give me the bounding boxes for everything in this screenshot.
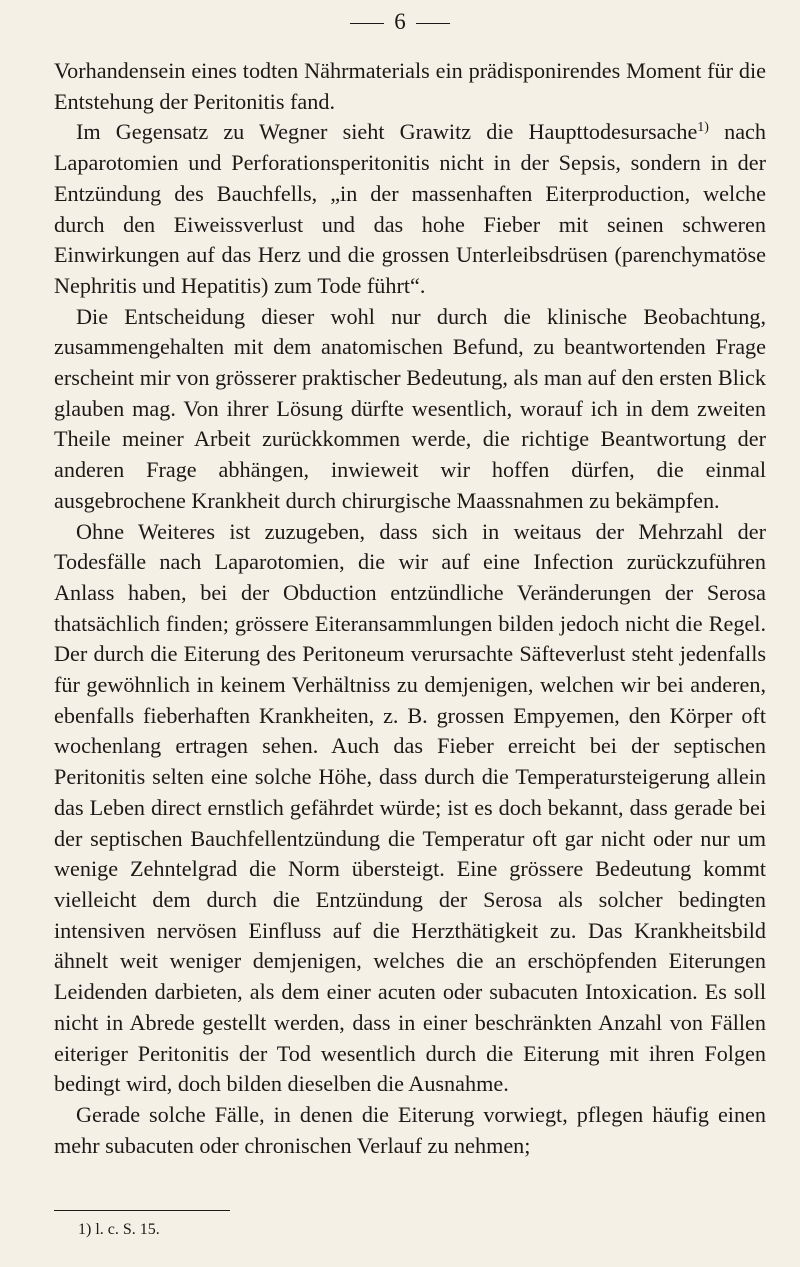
footnote-marker: 1) <box>78 1221 92 1238</box>
footnote-divider <box>54 1210 230 1211</box>
paragraph-2 <box>54 117 766 301</box>
paragraph-4: Ohne Weiteres ist zuzugeben, dass sich in weitaus der Mehrzahl der Todesfälle nach Laparotomien, die wir auf eine Infection zurückzuführen Anlass haben, bei der Obduction entzündliche Veränderungen der Serosa thatsächlich finden; grössere Eiteransammlungen bilden jedoch nicht die Regel. Der durch die Eiterung des Peritoneum verursachte Säfteverlust steht jedenfalls für gewöhnlich in keinem Verhältniss zu demjenigen, welchen wir bei anderen, ebenfalls fieberhaften Krankheiten, z. B. grossen Empyemen, den Körper oft wochenlang ertragen sehen. Auch das Fieber erreicht bei der septischen Peritonitis selten eine solche Höhe, dass durch die Temperatursteigerung allein das Leben direct ernstlich gefährdet würde; ist es doch bekannt, dass gerade bei der septischen Bauchfellentzündung die Temperatur oft gar nicht oder nur um wenige Zehntelgrad die Norm übersteigt. Eine grössere Bedeutung kommt vielleicht dem durch die Entzündung der Serosa als solcher bedingten intensiven nervösen Einfluss auf die Herzthätigkeit zu. Das Krankheitsbild ähnelt weit weniger demjenigen, welches die an erschöpfenden Eiterungen Leidenden darbieten, als dem einer acuten oder subacuten Intoxication. Es soll nicht in Abrede gestellt werden, dass in einer beschränkten Anzahl von Fällen eiteriger Peritonitis der Tod wesentlich durch die Eiterung mit ihren Folgen bedingt wird, doch bilden dieselben die Ausnahme. <box>54 518 766 1097</box>
footnote-text: l. c. S. 15. <box>95 1221 160 1238</box>
footnote-reference: 1) <box>697 120 709 136</box>
paragraph-2-rest: nach Laparotomien und Perforationsperitonitis nicht in der Sepsis, sondern in der Entzündung des Bauchfells, „in der massenhaften Eiterproduction, welche durch den Eiweissverlust und das hohe Fieber mit seinen schweren Einwirkungen auf das Herz und die grossen Unterleibsdrüsen (parenchymatöse Nephritis und Hepatitis) zum Tode führt“. <box>54 119 766 298</box>
paragraph-5: Gerade solche Fälle, in denen die Eiterung vorwiegt, pflegen häufig einen mehr subacuten oder chronischen Verlauf zu nehmen; <box>54 1101 766 1158</box>
paragraph-1: Vorhandensein eines todten Nährmaterials ein prädisponirendes Moment für die Entstehung der Peritonitis fand. <box>54 58 766 114</box>
page-number: 6 <box>394 9 406 34</box>
paragraph-3: Die Entscheidung dieser wohl nur durch die klinische Beobachtung, zusammengehalten mit dem anatomischen Befund, zu beantwortenden Frage erscheint mir von grösserer praktischer Bedeutung, als man auf den ersten Blick glauben mag. Von ihrer Lösung dürfte wesentlich, worauf ich in dem zweiten Theile meiner Arbeit zurückkommen werde, die richtige Beantwortung der anderen Frage abhängen, inwieweit wir hoffen dürfen, die einmal ausgebrochene Krankheit durch chirurgische Maassnahmen zu bekämpfen. <box>54 303 766 513</box>
paragraph-2-start: Im Gegensatz zu Wegner sieht Grawitz die Haupttodesursache <box>76 119 698 145</box>
body-text <box>54 56 766 1161</box>
page-header <box>0 8 800 36</box>
header-rule-left <box>350 23 384 24</box>
header-rule-right <box>416 23 450 24</box>
footnote <box>78 1220 160 1240</box>
